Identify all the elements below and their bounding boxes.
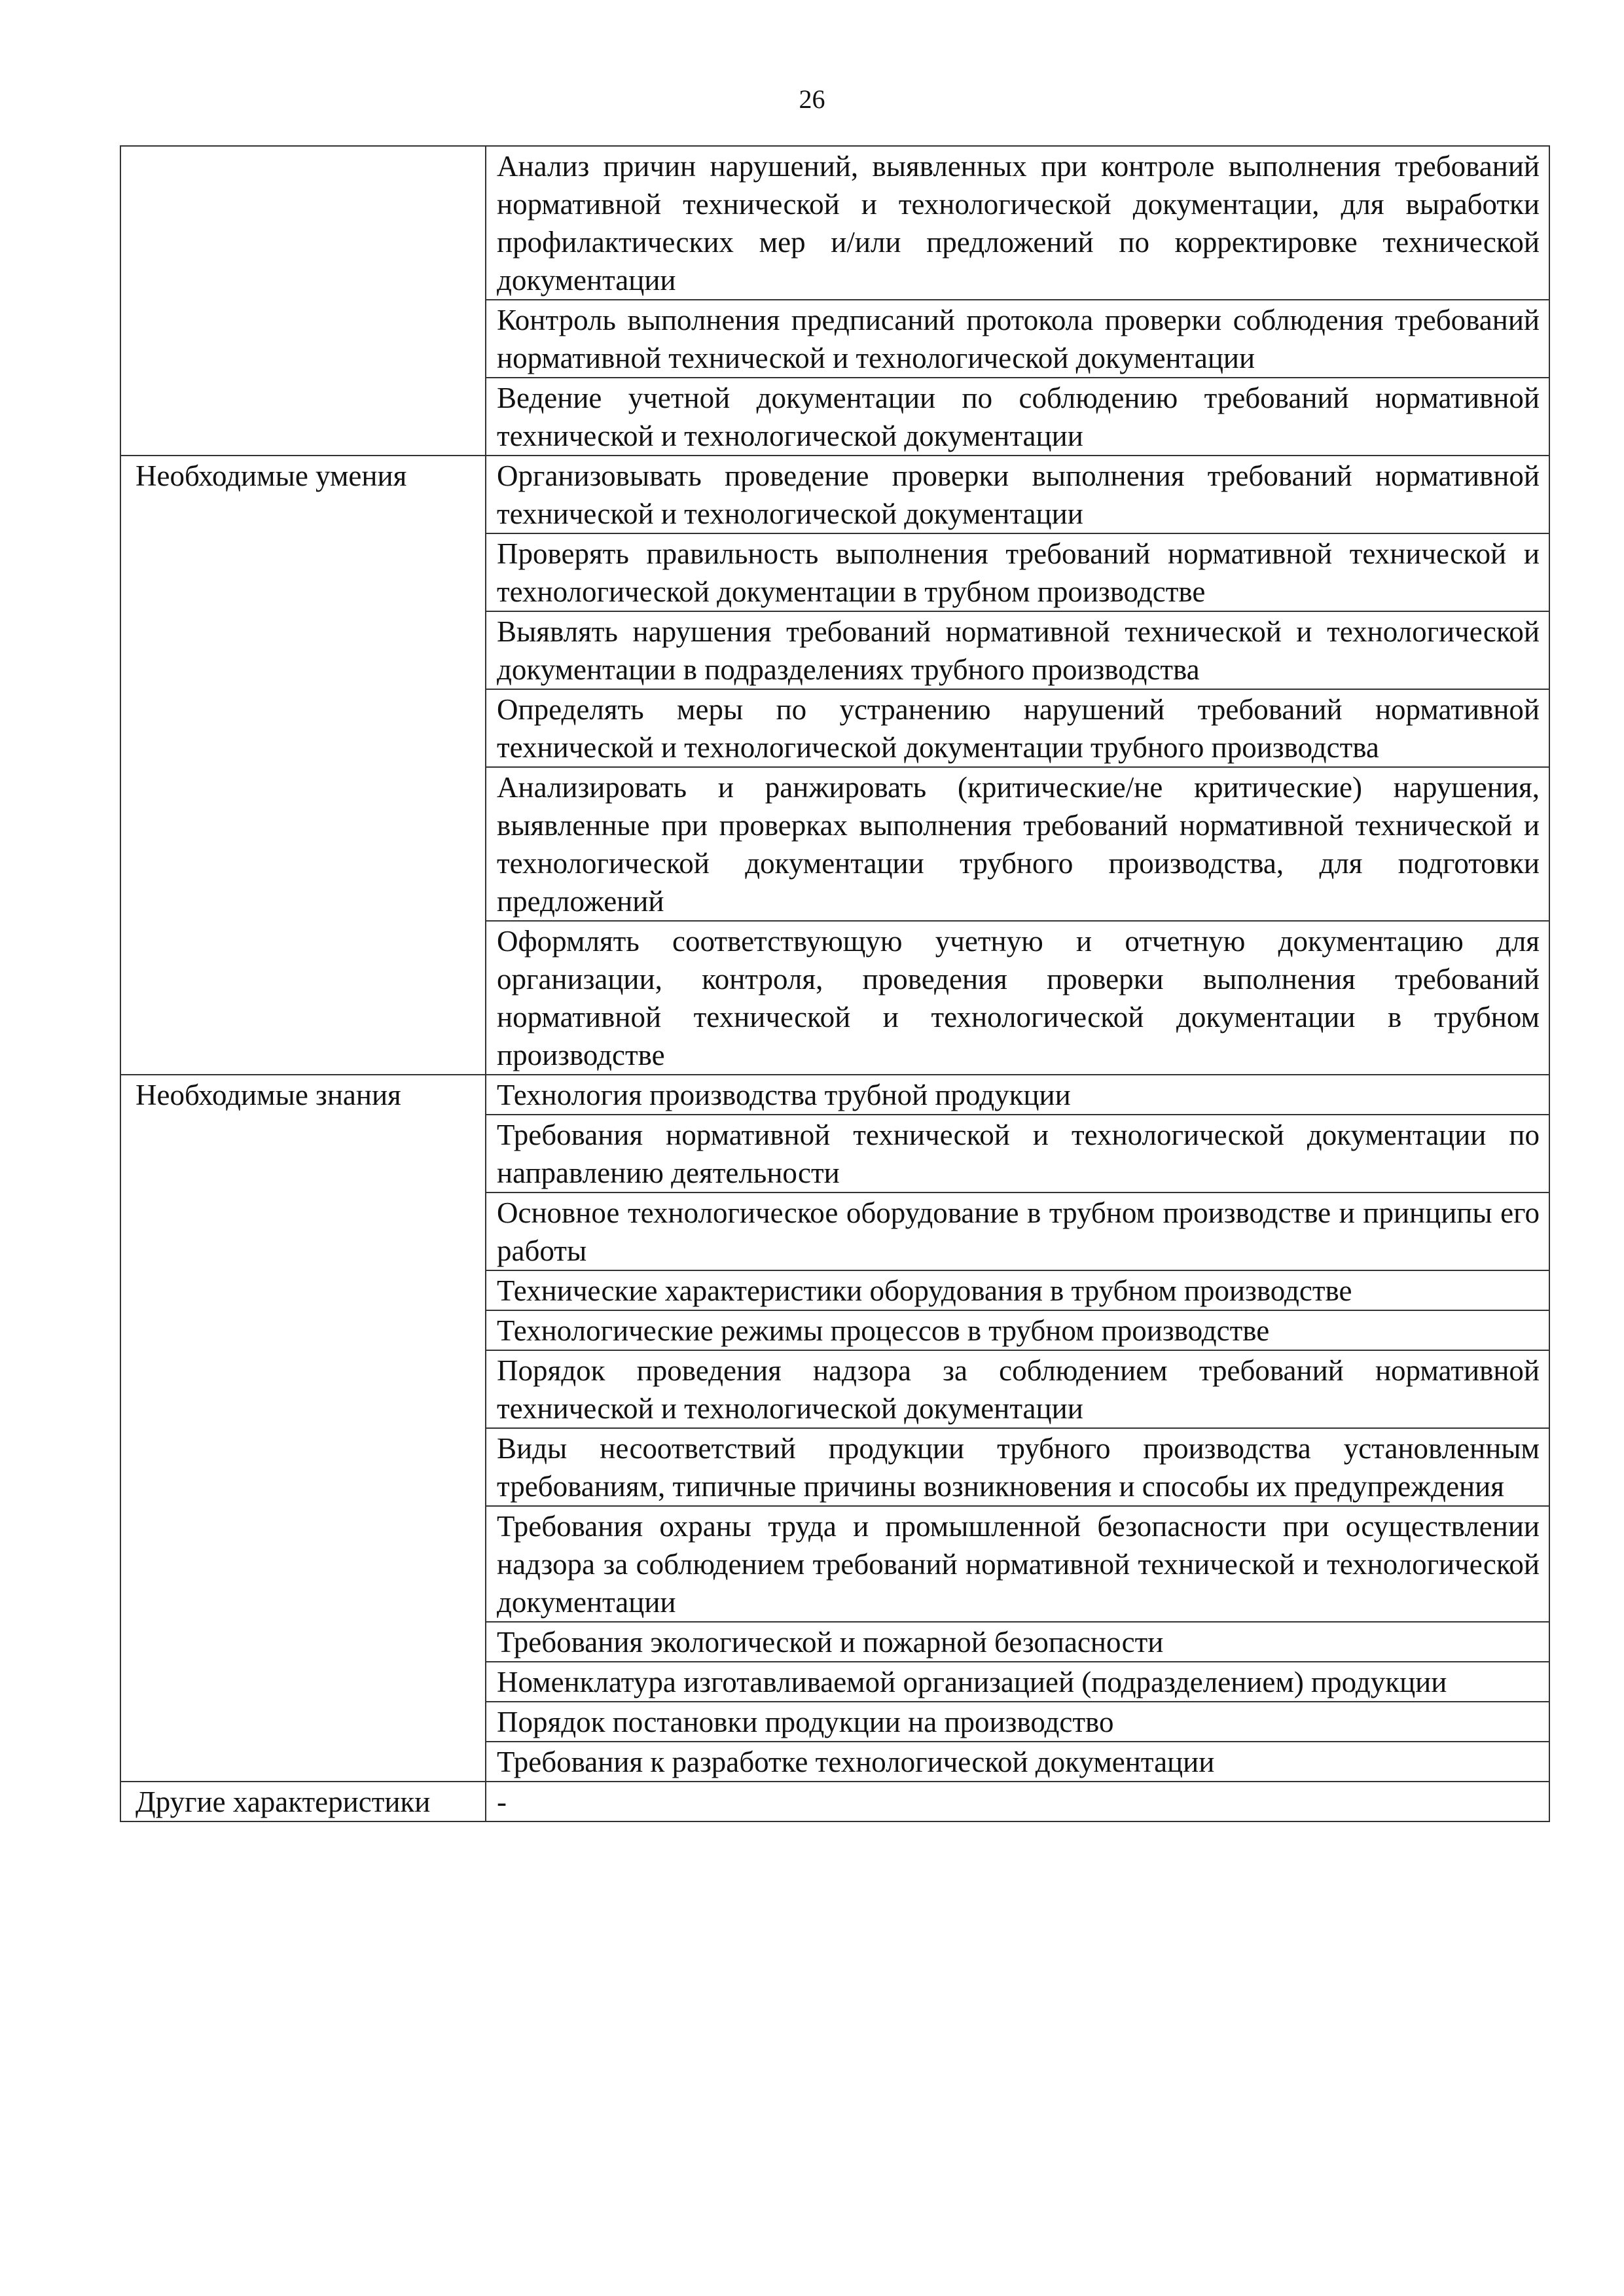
section-label (120, 146, 486, 456)
table-cell: Требования экологической и пожарной безопасности (486, 1622, 1549, 1662)
table-cell: Номенклатура изготавливаемой организацией (подразделением) продукции (486, 1662, 1549, 1702)
table-cell: Порядок постановки продукции на производство (486, 1702, 1549, 1742)
table-cell: Организовывать проведение проверки выполнения требований нормативной технической и технологической документации (486, 456, 1549, 533)
table-cell: Технологические режимы процессов в трубном производстве (486, 1310, 1549, 1350)
table-cell: Требования охраны труда и промышленной безопасности при осуществлении надзора за соблюдением требований нормативной технической и технологической документации (486, 1506, 1549, 1622)
table-row (120, 456, 1549, 533)
table-cell: Требования к разработке технологической документации (486, 1742, 1549, 1782)
table-row (120, 1782, 1549, 1821)
characteristics-table (120, 145, 1550, 1822)
section-label-skills: Необходимые умения (120, 456, 486, 1075)
table-cell: Оформлять соответствующую учетную и отчетную документацию для организации, контроля, проведения проверки выполнения требований нормативной технической и технологической документации в трубном производстве (486, 921, 1549, 1075)
table-cell: Технические характеристики оборудования в трубном производстве (486, 1270, 1549, 1310)
table-cell: Проверять правильность выполнения требований нормативной технической и технологической документации в трубном производстве (486, 533, 1549, 611)
table-row (120, 1075, 1549, 1115)
table-cell: Технология производства трубной продукции (486, 1075, 1549, 1115)
table-cell: Анализировать и ранжировать (критические/не критические) нарушения, выявленные при проверках выполнения требований нормативной технической и технологической документации трубного производства, для подготовки предложений (486, 767, 1549, 921)
table-cell: Требования нормативной технической и технологической документации по направлению деятельности (486, 1115, 1549, 1193)
table-cell: Определять меры по устранению нарушений требований нормативной технической и технологической документации трубного производства (486, 689, 1549, 767)
section-label-other: Другие характеристики (120, 1782, 486, 1821)
table-cell: Порядок проведения надзора за соблюдением требований нормативной технической и технологической документации (486, 1350, 1549, 1428)
section-label-knowledge: Необходимые знания (120, 1075, 486, 1782)
table-cell: - (486, 1782, 1549, 1821)
table-cell: Виды несоответствий продукции трубного производства установленным требованиям, типичные причины возникновения и способы их предупреждения (486, 1428, 1549, 1506)
table-cell: Выявлять нарушения требований нормативной технической и технологической документации в подразделениях трубного производства (486, 611, 1549, 689)
table-row (120, 146, 1549, 300)
table-cell: Основное технологическое оборудование в трубном производстве и принципы его работы (486, 1193, 1549, 1270)
table-cell: Контроль выполнения предписаний протокола проверки соблюдения требований нормативной технической и технологической документации (486, 300, 1549, 378)
table-cell: Анализ причин нарушений, выявленных при контроле выполнения требований нормативной технической и технологической документации, для выработки профилактических мер и/или предложений по корректировке технической документации (486, 146, 1549, 300)
table-cell: Ведение учетной документации по соблюдению требований нормативной технической и технологической документации (486, 378, 1549, 456)
page-number: 26 (799, 84, 825, 114)
